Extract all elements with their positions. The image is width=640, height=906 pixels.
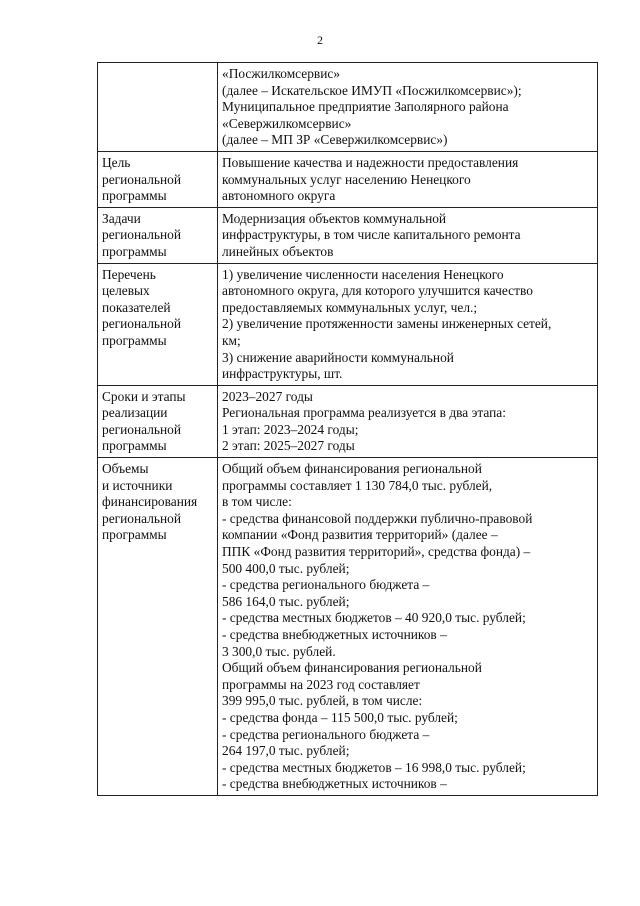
row-value-line: 399 995,0 тыс. рублей, в том числе: bbox=[222, 693, 423, 709]
table-row bbox=[98, 263, 598, 385]
row-label-line: Задачи bbox=[102, 210, 141, 226]
row-label-line: региональной bbox=[102, 316, 182, 332]
row-label-line: Цель bbox=[102, 154, 131, 170]
row-value-cell bbox=[218, 63, 598, 152]
row-label-line: региональной bbox=[102, 171, 182, 187]
row-value-line: программы на 2023 год составляет bbox=[222, 676, 420, 692]
row-value-line: в том числе: bbox=[222, 494, 292, 510]
row-value-cell bbox=[218, 263, 598, 385]
row-value-line: компании «Фонд развития территорий» (далее – bbox=[222, 527, 498, 543]
row-value-line: - средства местных бюджетов – 16 998,0 тыс. рублей; bbox=[222, 759, 526, 775]
row-value-line: линейных объектов bbox=[222, 243, 334, 259]
program-passport-table bbox=[97, 62, 598, 796]
row-value-line: автономного округа bbox=[222, 188, 336, 204]
row-label-line: показателей bbox=[102, 299, 171, 315]
row-value-line: 3 300,0 тыс. рублей. bbox=[222, 643, 336, 659]
row-value-line: ППК «Фонд развития территорий», средства фонда) – bbox=[222, 544, 531, 560]
row-value-line: - средства регионального бюджета – bbox=[222, 577, 430, 593]
table-row bbox=[98, 385, 598, 457]
row-label-line: финансирования bbox=[102, 494, 198, 510]
row-value-line: предоставляемых коммунальных услуг, чел.; bbox=[222, 299, 478, 315]
row-label-line: Сроки и этапы bbox=[102, 388, 186, 404]
row-value-line: 2 этап: 2025–2027 годы bbox=[222, 438, 355, 454]
row-value-line: (далее – Искательское ИМУП «Посжилкомсервис»); bbox=[222, 82, 522, 98]
row-label-line: программы bbox=[102, 243, 167, 259]
row-label-cell bbox=[98, 63, 218, 152]
row-value-line: 1 этап: 2023–2024 годы; bbox=[222, 421, 359, 437]
row-label-line: реализации bbox=[102, 405, 168, 421]
table-body bbox=[98, 63, 598, 796]
row-label-line: и источники bbox=[102, 477, 173, 493]
row-value-line: «Посжилкомсервис» bbox=[222, 66, 341, 81]
row-value-cell bbox=[218, 385, 598, 457]
row-label-line: целевых bbox=[102, 283, 150, 299]
row-label-cell bbox=[98, 151, 218, 207]
row-value-line: автономного округа, для которого улучшится качество bbox=[222, 283, 533, 299]
row-label-line: Объемы bbox=[102, 461, 149, 477]
row-value-line: - средства регионального бюджета – bbox=[222, 726, 430, 742]
table-row bbox=[98, 151, 598, 207]
row-value-line: «Севержилкомсервис» bbox=[222, 115, 352, 131]
row-value-line: - средства местных бюджетов – 40 920,0 тыс. рублей; bbox=[222, 610, 526, 626]
row-label-line: региональной bbox=[102, 421, 182, 437]
row-value-cell bbox=[218, 458, 598, 796]
row-value-line: 586 164,0 тыс. рублей; bbox=[222, 593, 350, 609]
row-label-line: региональной bbox=[102, 227, 182, 243]
row-value-line: Муниципальное предприятие Заполярного района bbox=[222, 99, 509, 115]
table-row bbox=[98, 207, 598, 263]
row-value-line: инфраструктуры, шт. bbox=[222, 366, 343, 382]
row-label-line: региональной bbox=[102, 510, 182, 526]
row-value-line: Модернизация объектов коммунальной bbox=[222, 210, 447, 226]
row-value-line: Общий объем финансирования региональной bbox=[222, 461, 482, 477]
row-value-line: 264 197,0 тыс. рублей; bbox=[222, 743, 350, 759]
row-value-line: км; bbox=[222, 332, 241, 348]
row-value-line: Повышение качества и надежности предоставления bbox=[222, 154, 519, 170]
row-value-line: - средства внебюджетных источников – bbox=[222, 776, 447, 792]
row-value-line: 500 400,0 тыс. рублей; bbox=[222, 560, 350, 576]
row-value-line: программы составляет 1 130 784,0 тыс. рублей, bbox=[222, 477, 493, 493]
row-value-line: Общий объем финансирования региональной bbox=[222, 660, 482, 676]
row-label-line: программы bbox=[102, 332, 167, 348]
row-value-line: 2) увеличение протяженности замены инженерных сетей, bbox=[222, 316, 552, 332]
row-label-line: программы bbox=[102, 527, 167, 543]
row-label-line: программы bbox=[102, 188, 167, 204]
row-value-line: инфраструктуры, в том числе капитального ремонта bbox=[222, 227, 521, 243]
row-value-line: - средства фонда – 115 500,0 тыс. рублей; bbox=[222, 709, 458, 725]
row-value-cell bbox=[218, 151, 598, 207]
row-label-line: программы bbox=[102, 438, 167, 454]
row-value-line: - средства финансовой поддержки публично-правовой bbox=[222, 510, 533, 526]
page-number: 2 bbox=[317, 33, 323, 47]
row-label-cell bbox=[98, 207, 218, 263]
table-row bbox=[98, 458, 598, 796]
row-label-cell bbox=[98, 263, 218, 385]
row-value-line: коммунальных услуг населению Ненецкого bbox=[222, 171, 471, 187]
row-value-line: 3) снижение аварийности коммунальной bbox=[222, 349, 454, 365]
row-value-cell bbox=[218, 207, 598, 263]
row-value-line: - средства внебюджетных источников – bbox=[222, 627, 447, 642]
row-value-line: 1) увеличение численности населения Ненецкого bbox=[222, 266, 504, 282]
row-label-line: Перечень bbox=[102, 266, 156, 282]
row-label-cell bbox=[98, 385, 218, 457]
row-value-line: Региональная программа реализуется в два этапа: bbox=[222, 405, 506, 421]
table-row bbox=[98, 63, 598, 152]
row-label-cell bbox=[98, 458, 218, 796]
row-value-line: (далее – МП ЗР «Севержилкомсервис») bbox=[222, 132, 448, 148]
row-value-line: 2023–2027 годы bbox=[222, 388, 313, 404]
